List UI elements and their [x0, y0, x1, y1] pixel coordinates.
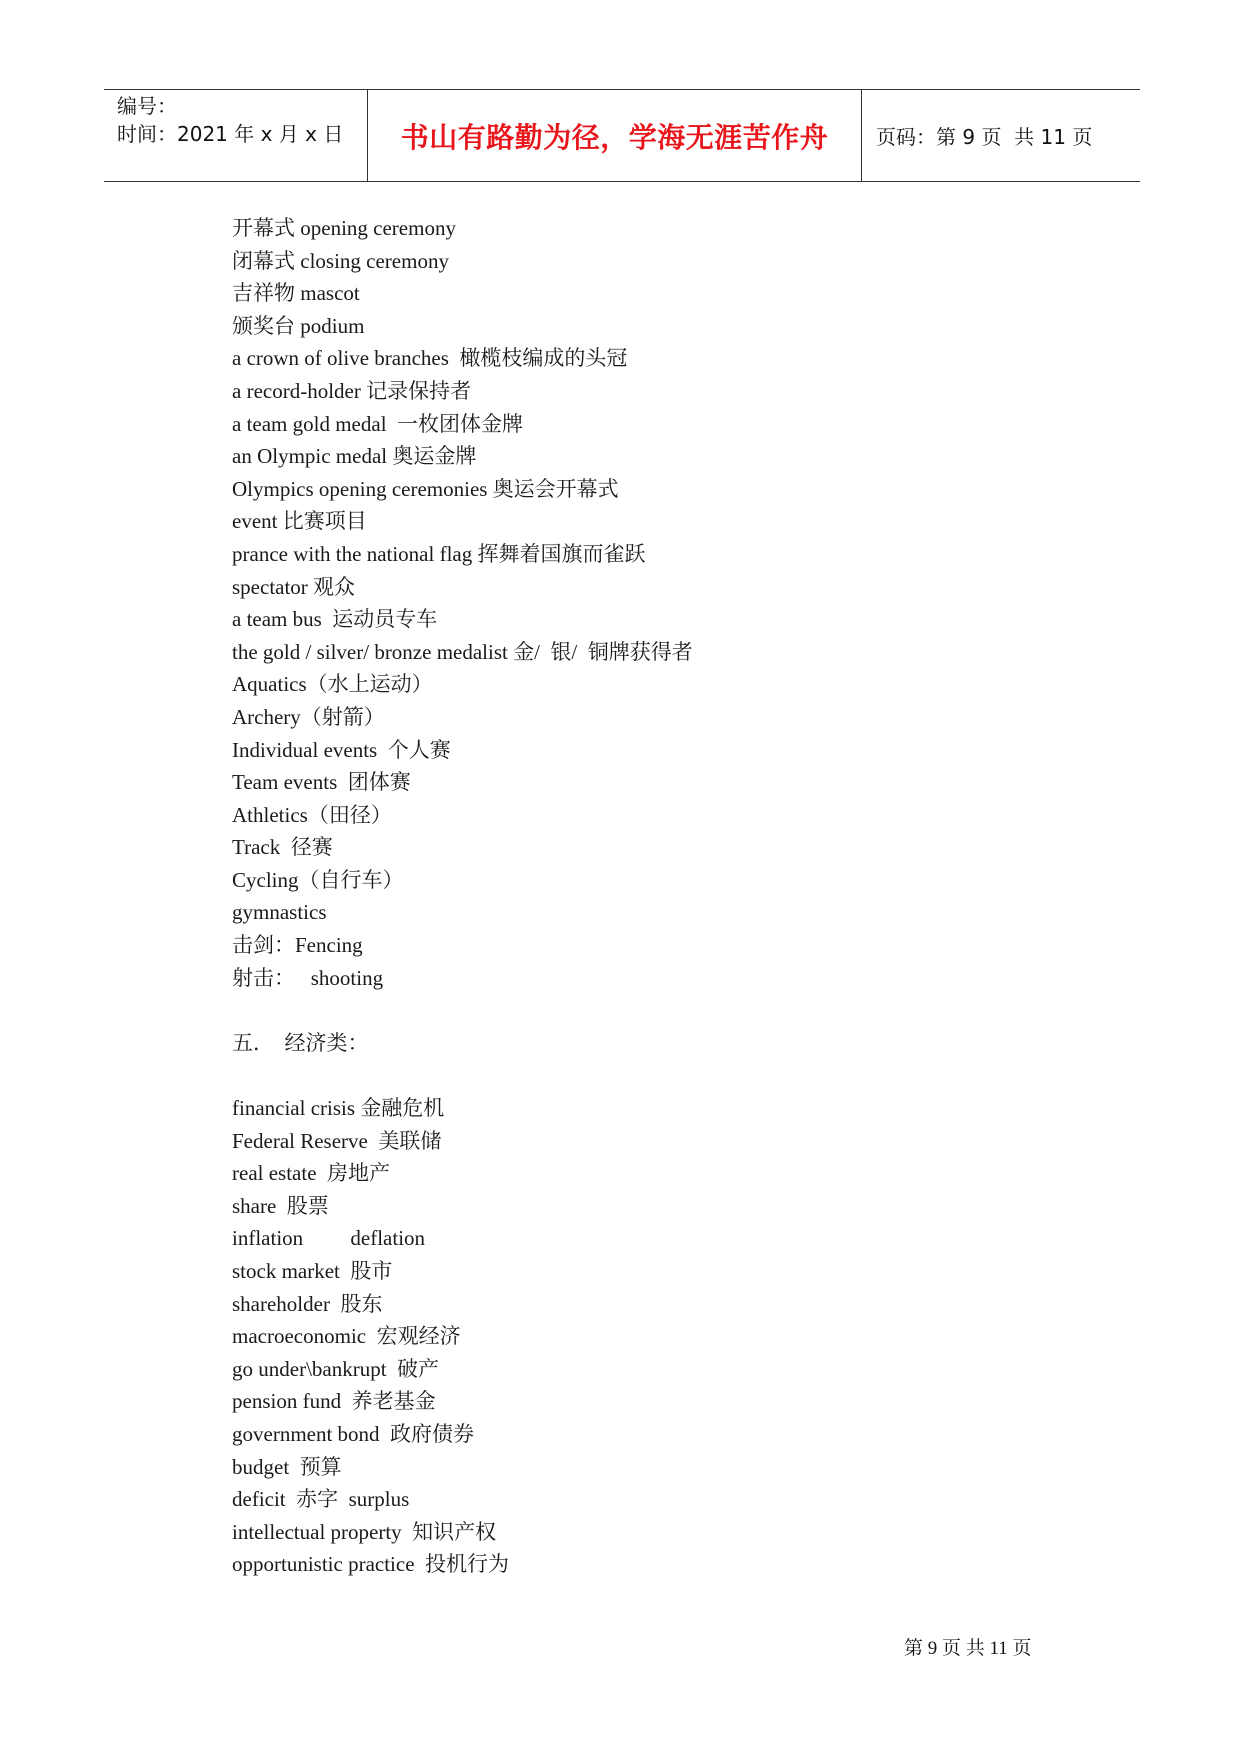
term-line: prance with the national flag 挥舞着国旗而雀跃 [232, 541, 646, 566]
term-line: Track 径赛 [232, 835, 333, 860]
document-date: 时间：2021 年 x 月 x 日 [117, 122, 344, 146]
term-line: macroeconomic 宏观经济 [232, 1324, 461, 1349]
term-line: pension fund 养老基金 [232, 1389, 436, 1414]
term-line: a team gold medal 一枚团体金牌 [232, 411, 524, 436]
header-page-number: 页码：第 9 页 共 11 页 [876, 125, 1093, 149]
term-line: intellectual property 知识产权 [232, 1519, 497, 1544]
term-line: financial crisis 金融危机 [232, 1096, 445, 1121]
term-line: 闭幕式 closing ceremony [232, 248, 449, 273]
document-number-label: 编号： [117, 94, 177, 118]
term-line: Olympics opening ceremonies 奥运会开幕式 [232, 476, 619, 501]
term-line: deficit 赤字 surplus [232, 1487, 410, 1512]
spacer [232, 994, 1052, 1027]
economy-terms-list [232, 1092, 1052, 1581]
term-line: 吉祥物 mascot [232, 281, 360, 306]
header-meta [104, 90, 368, 181]
term-line: shareholder 股东 [232, 1291, 383, 1316]
term-line: government bond 政府债券 [232, 1421, 475, 1446]
term-line: 射击： shooting [232, 965, 384, 990]
term-line: 开幕式 opening ceremony [232, 216, 456, 240]
term-line: gymnastics [232, 900, 327, 925]
document-body [232, 212, 1052, 1581]
term-line: Athletics（田径） [232, 802, 392, 827]
term-line: spectator 观众 [232, 574, 356, 599]
term-line: stock market 股市 [232, 1259, 393, 1283]
term-line: opportunistic practice 投机行为 [232, 1552, 510, 1577]
term-line: budget 预算 [232, 1454, 342, 1479]
term-line: the gold / silver/ bronze medalist 金/ 银/ 铜牌获得者 [232, 639, 693, 664]
term-line: 颁奖台 podium [232, 313, 365, 338]
spacer [232, 1059, 1052, 1092]
term-line: go under\bankrupt 破产 [232, 1356, 440, 1381]
term-line: Team events 团体赛 [232, 770, 411, 795]
header-motto: 书山有路勤为径，学海无涯苦作舟 [368, 90, 862, 181]
term-line: a record-holder 记录保持者 [232, 378, 472, 403]
section-heading: 五． 经济类： [232, 1030, 369, 1055]
term-line: Cycling（自行车） [232, 867, 404, 892]
page-header [104, 89, 1140, 182]
term-line: inflation deflation [232, 1226, 426, 1251]
term-line: share 股票 [232, 1193, 329, 1218]
term-line: a team bus 运动员专车 [232, 607, 438, 632]
sports-terms-list [232, 212, 1052, 994]
term-line: Individual events 个人赛 [232, 737, 451, 762]
term-line: real estate 房地产 [232, 1161, 391, 1186]
term-line: an Olympic medal 奥运金牌 [232, 444, 477, 469]
term-line: 击剑：Fencing [232, 933, 363, 958]
term-line: a crown of olive branches 橄榄枝编成的头冠 [232, 346, 628, 371]
term-line: Federal Reserve 美联储 [232, 1128, 442, 1153]
page-footer: 第 9 页 共 11 页 [904, 1638, 1032, 1659]
term-line: Archery（射箭） [232, 704, 385, 729]
term-line: event 比赛项目 [232, 509, 367, 534]
term-line: Aquatics（水上运动） [232, 672, 433, 697]
